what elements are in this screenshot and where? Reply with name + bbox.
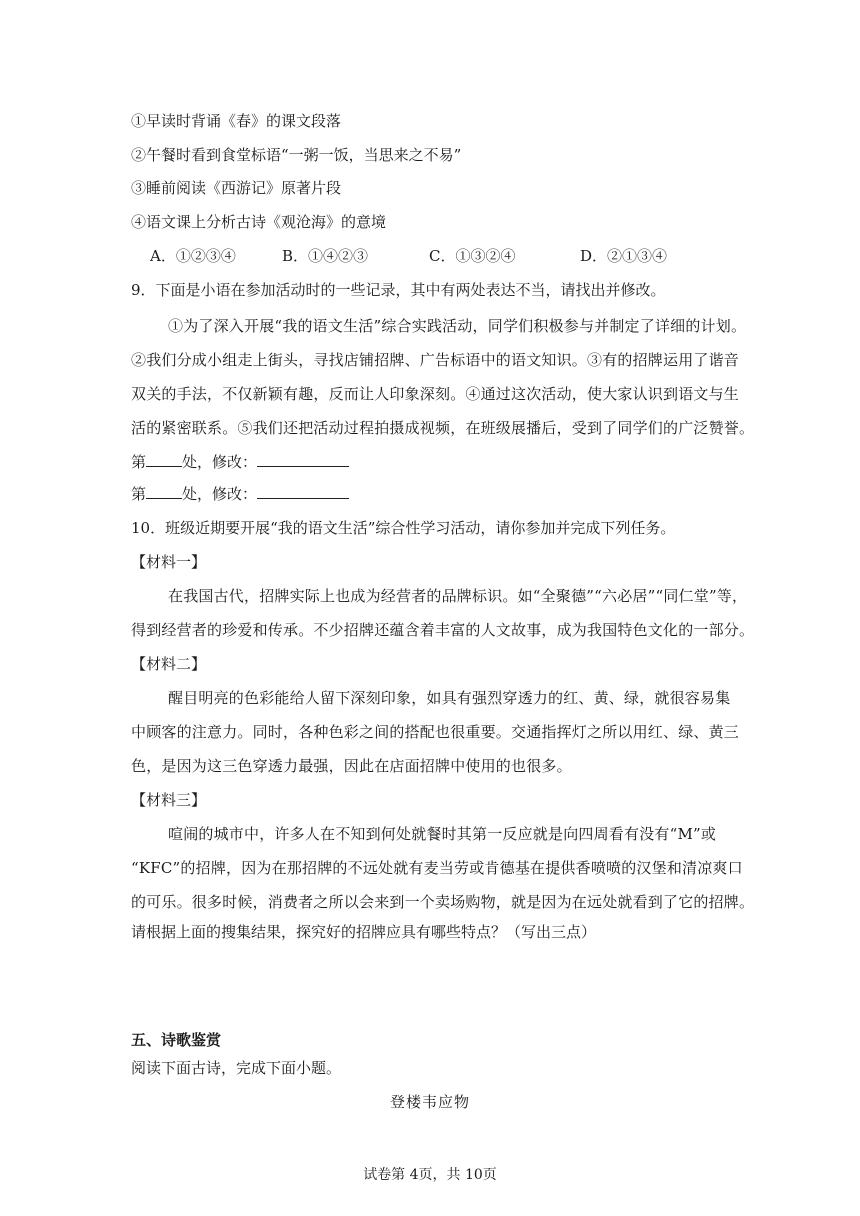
material-3-label: 【材料三】 [131, 791, 207, 809]
q9-passage-line: 双关的手法，不仅新颖有趣，反而让人印象深刻。④通过这次活动，使大家认识到语文与生 [131, 385, 740, 403]
section-5-heading: 五、诗歌鉴赏 [131, 1031, 222, 1049]
material-3-line: “KFC”的招牌，因为在那招牌的不远处就有麦当劳或肯德基在提供香喷喷的汉堡和清凉爽口 [131, 859, 743, 877]
answer-prefix: 第 [131, 485, 147, 503]
q9-passage-line: ②我们分成小组走上街头，寻找店铺招牌、广告标语中的语文知识。③有的招牌运用了谐音 [131, 351, 740, 369]
material-3-line: 的可乐。很多时候，消费者之所以会来到一个卖场购物，就是因为在远处就看到了它的招牌。 [131, 893, 755, 911]
list-item: ②午餐时看到食堂标语“一粥一饭，当思来之不易” [131, 146, 462, 164]
q9-passage-line: 活的紧密联系。⑤我们还把活动过程拍摄成视频，在班级展播后，受到了同学们的广泛赞誉。 [131, 419, 755, 437]
q9-answer-line-1 [131, 452, 349, 472]
answer-middle: 处，修改： [182, 453, 258, 471]
material-1-line: 得到经营者的珍爱和传承。不少招牌还蕴含着丰富的人文故事，成为我国特色文化的一部分。 [131, 621, 755, 639]
material-1-label: 【材料一】 [131, 553, 207, 571]
list-item: ①早读时背诵《春》的课文段落 [131, 112, 342, 130]
answer-blank-position[interactable] [146, 484, 182, 499]
material-3-line: 喧闹的城市中，许多人在不知到何处就餐时其第一反应就是向四周看有没有“M”或 [168, 825, 717, 843]
option-b: B．①④②③ [282, 247, 369, 265]
material-1-line: 在我国古代，招牌实际上也成为经营者的品牌标识。如“全聚德”“六必居”“同仁堂”等， [168, 587, 748, 605]
material-2-line: 醒目明亮的色彩能给人留下深刻印象，如具有强烈穿透力的红、黄、绿，就很容易集 [168, 689, 731, 707]
material-2-label: 【材料二】 [131, 655, 207, 673]
question-10-prompt: 请根据上面的搜集结果，探究好的招牌应具有哪些特点？（写出三点） [131, 923, 597, 941]
list-item: ③睡前阅读《西游记》原著片段 [131, 179, 342, 197]
answer-blank-revision[interactable] [257, 452, 349, 467]
list-item: ④语文课上分析古诗《观沧海》的意境 [131, 213, 387, 231]
answer-prefix: 第 [131, 453, 147, 471]
section-5-instruction: 阅读下面古诗，完成下面小题。 [131, 1059, 342, 1077]
material-2-line: 色，是因为这三色穿透力最强，因此在店面招牌中使用的也很多。 [131, 757, 572, 775]
option-d: D．②①③④ [580, 247, 668, 265]
answer-blank-position[interactable] [146, 452, 182, 467]
question-10-stem: 10．班级近期要开展“我的语文生活”综合性学习活动，请你参加并完成下列任务。 [131, 519, 676, 537]
page-footer: 试卷第 4页，共 10页 [363, 1167, 497, 1183]
answer-blank-revision[interactable] [257, 484, 349, 499]
question-9-stem: 9．下面是小语在参加活动时的一些记录，其中有两处表达不当，请找出并修改。 [131, 281, 666, 299]
q9-answer-line-2 [131, 484, 349, 504]
option-a: A．①②③④ [150, 247, 236, 265]
poem-title: 登楼韦应物 [389, 1093, 470, 1111]
material-2-line: 中顾客的注意力。同时，各种色彩之间的搭配也很重要。交通指挥灯之所以用红、绿、黄三 [131, 723, 740, 741]
answer-middle: 处，修改： [182, 485, 258, 503]
q9-passage-line: ①为了深入开展“我的语文生活”综合实践活动，同学们积极参与并制定了详细的计划。 [168, 317, 747, 335]
option-c: C．①③②④ [429, 247, 516, 265]
